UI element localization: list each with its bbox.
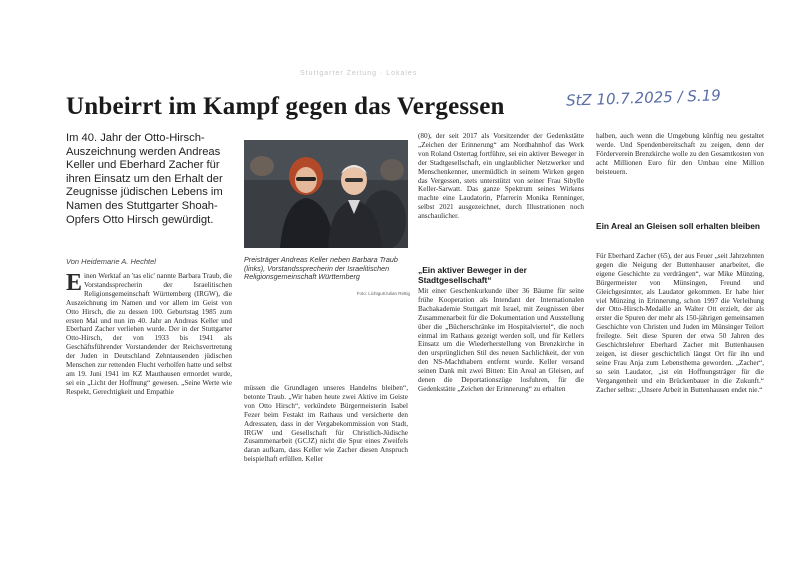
body-column-4-continued: Für Eberhard Zacher (65), der aus Feuer „seit Jahrzehnten gegen die Neigung der Buttenhauser anarbeitet, die eigene Geschichte zu verdrängen“, war Mike Münzing, Bürgermeister von Münsingen, Freund und Gleichgesinnter, als Laudator gekommen. Er habe hier viel Münzing in Erinnerung, schon 1997 die Verleihung der Otto-Hirsch-Medaille an Walter Ott erzielt, der als erster die Spuren der mehr als 150-jährigen gemeinsamen Geschichte von Christen und Juden im Münsinger Teilort freilegte. Seit diese Spuren der etwa 50 Jahren des Geschichtslehrer Eberhard Zacher mit Buttenhausen zeigen, ist dieser geschichtlich längst Ort für ihn und seine Frau Anja zum Lebensthema geworden. „Zacher“, so sein Laudator, „ist ein Hoffnungsträger für die Vergangenheit und ein Brückenbauer in die Zukunft.“ Zacher selbst: „Unsere Arbeit in Buttenhausen endet nie.“ — [596, 252, 764, 394]
body-column-1-text: inen Werktaf an 'tas elic' nannte Barbara Traub, die Vorstandssprecherin der Israelitischen Religionsgemeinschaft Württemberg (IRGW), die Auszeichnung im Namen und vor allem im Geist von Otto Hirsch, die zu dessen 100. Geburtstag 1985 zum ersten Mal und nun im 40. Jahr an Andreas Keller und Eberhard Zacher verliehen wurde. Der in der Stuttgarter Otto-Hirsch, der von 1933 bis 1941 als Geschäftsführender Vorstandender der Reichsvertretung der Juden in Deutschland Zehntausenden jüdischen Menschen zur rettenden Flucht verholfen hatte und selbst am 19. Juni 1941 im KZ Mauthausen ermordet wurde, sei ein „Licht der Hoffnung“ gewesen. „Seine Werte wie Respekt, Gerechtigkeit und Empathie — [66, 272, 232, 396]
photo-credit: Foto: Lichtgut/Julian Rettig — [356, 291, 410, 296]
body-column-1 — [66, 272, 232, 504]
photo-caption: Preisträger Andreas Keller neben Barbara Traub (links), Vorstandssprecherin der Israelitischen Religionsgemeinschaft Württemberg — [244, 255, 398, 282]
drop-cap: E — [66, 272, 83, 296]
handwritten-source-note: StZ 10.7.2025 / S.19 — [565, 86, 722, 110]
body-column-4: halben, auch wenn die Umgebung künftig neu gestaltet werde. Und Spendenbereitschaft zu zeigen, denn der Förderverein Brenzkirche wolle zu den Gesamtkosten von acht Millionen Euro für den Umbau eine Million beisteuern. — [596, 132, 764, 176]
faint-page-header: Stuttgarter Zeitung · Lokales — [300, 70, 418, 77]
body-column-3-continued: Mit einer Geschenkurkunde über 36 Bäume für seine frühe Kooperation als Intendant der Internationalen Bachakademie Stuttgart mit Israel, mit Zeugnissen über Zusammenarbeit für die Dokumentation und Ausstellung über die „Bücherschränke im Hospitalviertel“, die noch einmal im Rathaus gezeigt werden soll, und für Kellers Einsatz um die Wiederherstellung von Brenzkirche in den ursprünglichen Stil des neuen Sachlichkeit, der von den NS-Machthabern entfernt wurde. Keller versand seinen Dank mit zwei Bitten: Ein Areal an Gleisen, auf denen die Deportationszüge losfuhren, für die Gedenkstätte „Zeichen der Erinnerung“ zu erhalten — [418, 287, 584, 393]
subheading-2: Ein Areal an Gleisen soll erhalten bleiben — [596, 221, 760, 231]
body-column-2: müssen die Grundlagen unseres Handelns bleiben“, betonte Traub. „Wir haben heute zwei Aktive im Geiste von Otto Hirsch“, verkündete Bürgermeisterin Isabel Fezer beim Festakt im Rathaus und versicherte den Adressaten, dass in der Vergabekommission von Stadt, IRGW und Gesellschaft für Christlich-Jüdische Zusammenarbeit (GCJZ) nicht die Spur eines Zweifels daran aufkam, dass Keller wie Zacher diesen Anspruch beispielhaft erfüllen. Keller — [244, 384, 408, 464]
article-byline: Von Heidemarie A. Hechtel — [66, 257, 156, 266]
article-headline: Unbeirrt im Kampf gegen das Vergessen — [66, 93, 505, 120]
photo-illustration — [244, 140, 408, 248]
article-photo — [244, 140, 408, 248]
article-lead: Im 40. Jahr der Otto-Hirsch-Auszeichnung werden Andreas Keller und Eberhard Zacher für ihren Einsatz um den Erhalt der Zeugnisse jüdischen Lebens im Namen des Stuttgarter Shoah-Opfers Otto Hirsch gewürdigt. — [66, 132, 223, 226]
body-column-3: (80), der seit 2017 als Vorsitzender der Gedenkstätte „Zeichen der Erinnerung“ am Nordbahnhof das Werk von Roland Ostertag fortführe, sei ein aktiver Beweger in der Stadtgesellschaft, ein unglaublicher Netzwerker und Menschenkenner, unermüdlich in seinem Wirken gegen das Vergessen, stets unterstützt von seiner Frau Sibylle Keller-Sarwatt. Das ganze Spektrum seines Wirkens machte eine Laudatorin, Pfarrerin Monika Renninger, selbst 2021 ausgezeichnet, durch Illustrationen noch anschaulicher. — [418, 132, 584, 221]
subheading-1: „Ein aktiver Beweger in der Stadtgesellschaft“ — [418, 265, 527, 285]
